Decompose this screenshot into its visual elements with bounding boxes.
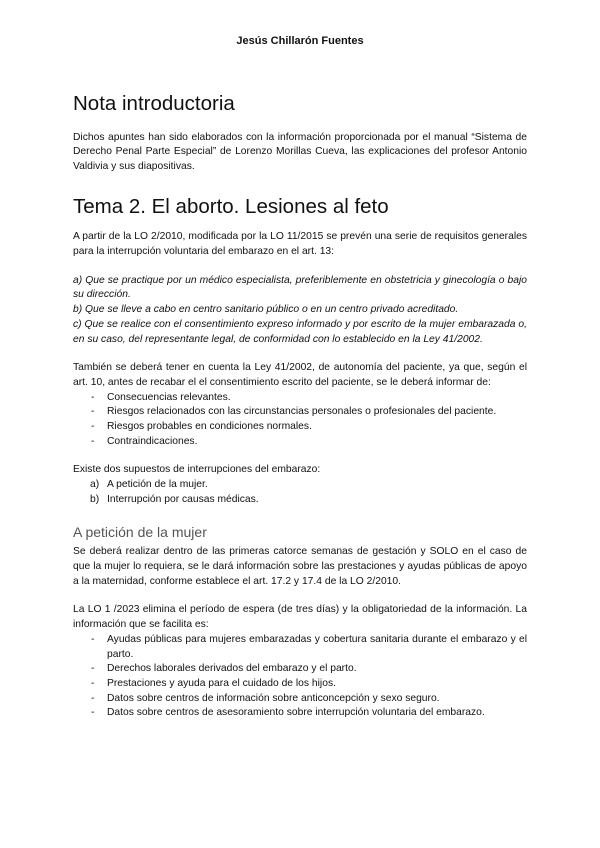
peticion-heading: A petición de la mujer: [73, 523, 207, 540]
tema-paragraph-3: Existe dos supuestos de interrupciones del embarazo:: [73, 464, 321, 476]
list-item: - Consecuencias relevantes.: [73, 391, 527, 406]
dash-marker: -: [91, 391, 95, 403]
inform-list: [73, 391, 527, 450]
list-marker: b): [90, 493, 100, 505]
list-marker: a): [90, 479, 100, 491]
list-item: - Riesgos relacionados con las circunstancias personales o profesionales del paciente.: [73, 405, 527, 420]
requirement-b: b) Que se lleve a cabo en centro sanitario público o en un centro privado acreditado.: [73, 304, 459, 316]
tema-heading: Tema 2. El aborto. Lesiones al feto: [73, 194, 389, 218]
tema-paragraph-2: También se deberá tener en cuenta la Ley 41/2002, de autonomía del paciente, ya que, según el art. 10, antes de recabar el el consentimiento escrito del paciente, se le deberá informar de:: [73, 362, 527, 388]
info-list: [73, 633, 527, 721]
list-item: a) A petición de la mujer.: [73, 478, 527, 493]
peticion-paragraph-1: Se deberá realizar dentro de las primeras catorce semanas de gestación y SOLO en el caso de que la mujer lo requiera, se le dará información sobre las prestaciones y ayudas públicas de apoyo a la maternidad, conforme establece el art. 17.2 y 17.4 de la LO 2/2010.: [73, 546, 527, 587]
page-header-author: Jesús Chillarón Fuentes: [236, 35, 364, 47]
list-item: - Riesgos probables en condiciones normales.: [73, 420, 527, 435]
dash-marker: -: [91, 406, 95, 418]
dash-marker: -: [91, 707, 95, 719]
dash-marker: -: [91, 435, 95, 447]
list-item: - Contraindicaciones.: [73, 435, 527, 450]
dash-marker: -: [91, 421, 95, 433]
intro-paragraph: Dichos apuntes han sido elaborados con la información proporcionada por el manual “Sistema de Derecho Penal Parte Especial” de Lorenzo Morillas Cueva, las explicaciones del profesor Antonio Valdivia y sus diapositivas.: [73, 131, 527, 172]
requirement-a: a) Que se practique por un médico especialista, preferiblemente en obstetricia y ginecología o bajo su dirección.: [73, 274, 527, 301]
list-item: b) Interrupción por causas médicas.: [73, 493, 527, 508]
dash-marker: -: [91, 692, 95, 704]
list-item: - Datos sobre centros de asesoramiento sobre interrupción voluntaria del embarazo.: [73, 706, 527, 721]
list-item: - Derechos laborales derivados del embarazo y el parto.: [73, 662, 527, 677]
peticion-paragraph-2: La LO 1 /2023 elimina el período de espera (de tres días) y la obligatoriedad de la información. La información que se facilita es:: [73, 604, 527, 631]
list-item: - Datos sobre centros de información sobre anticoncepción y sexo seguro.: [73, 692, 527, 707]
dash-marker: -: [91, 663, 95, 675]
tema-paragraph-1: A partir de la LO 2/2010, modificada por la LO 11/2015 se prevén una serie de requisitos generales para la interrupción voluntaria del embarazo en el art. 13:: [73, 231, 527, 257]
intro-heading: Nota introductoria: [73, 92, 235, 115]
supuestos-list: [73, 478, 527, 507]
list-item: - Prestaciones y ayuda para el cuidado de los hijos.: [73, 677, 527, 692]
dash-marker: -: [91, 633, 95, 645]
document-body: [73, 92, 527, 721]
list-item: - Ayudas públicas para mujeres embarazadas y cobertura sanitaria durante el embarazo y el parto.: [91, 633, 527, 660]
dash-marker: -: [91, 677, 95, 689]
requirement-c: c) Que se realice con el consentimiento expreso informado y por escrito de la mujer embarazada o, en su caso, del representante legal, de conformidad con lo establecido en la Ley 41/2002.: [73, 318, 527, 345]
